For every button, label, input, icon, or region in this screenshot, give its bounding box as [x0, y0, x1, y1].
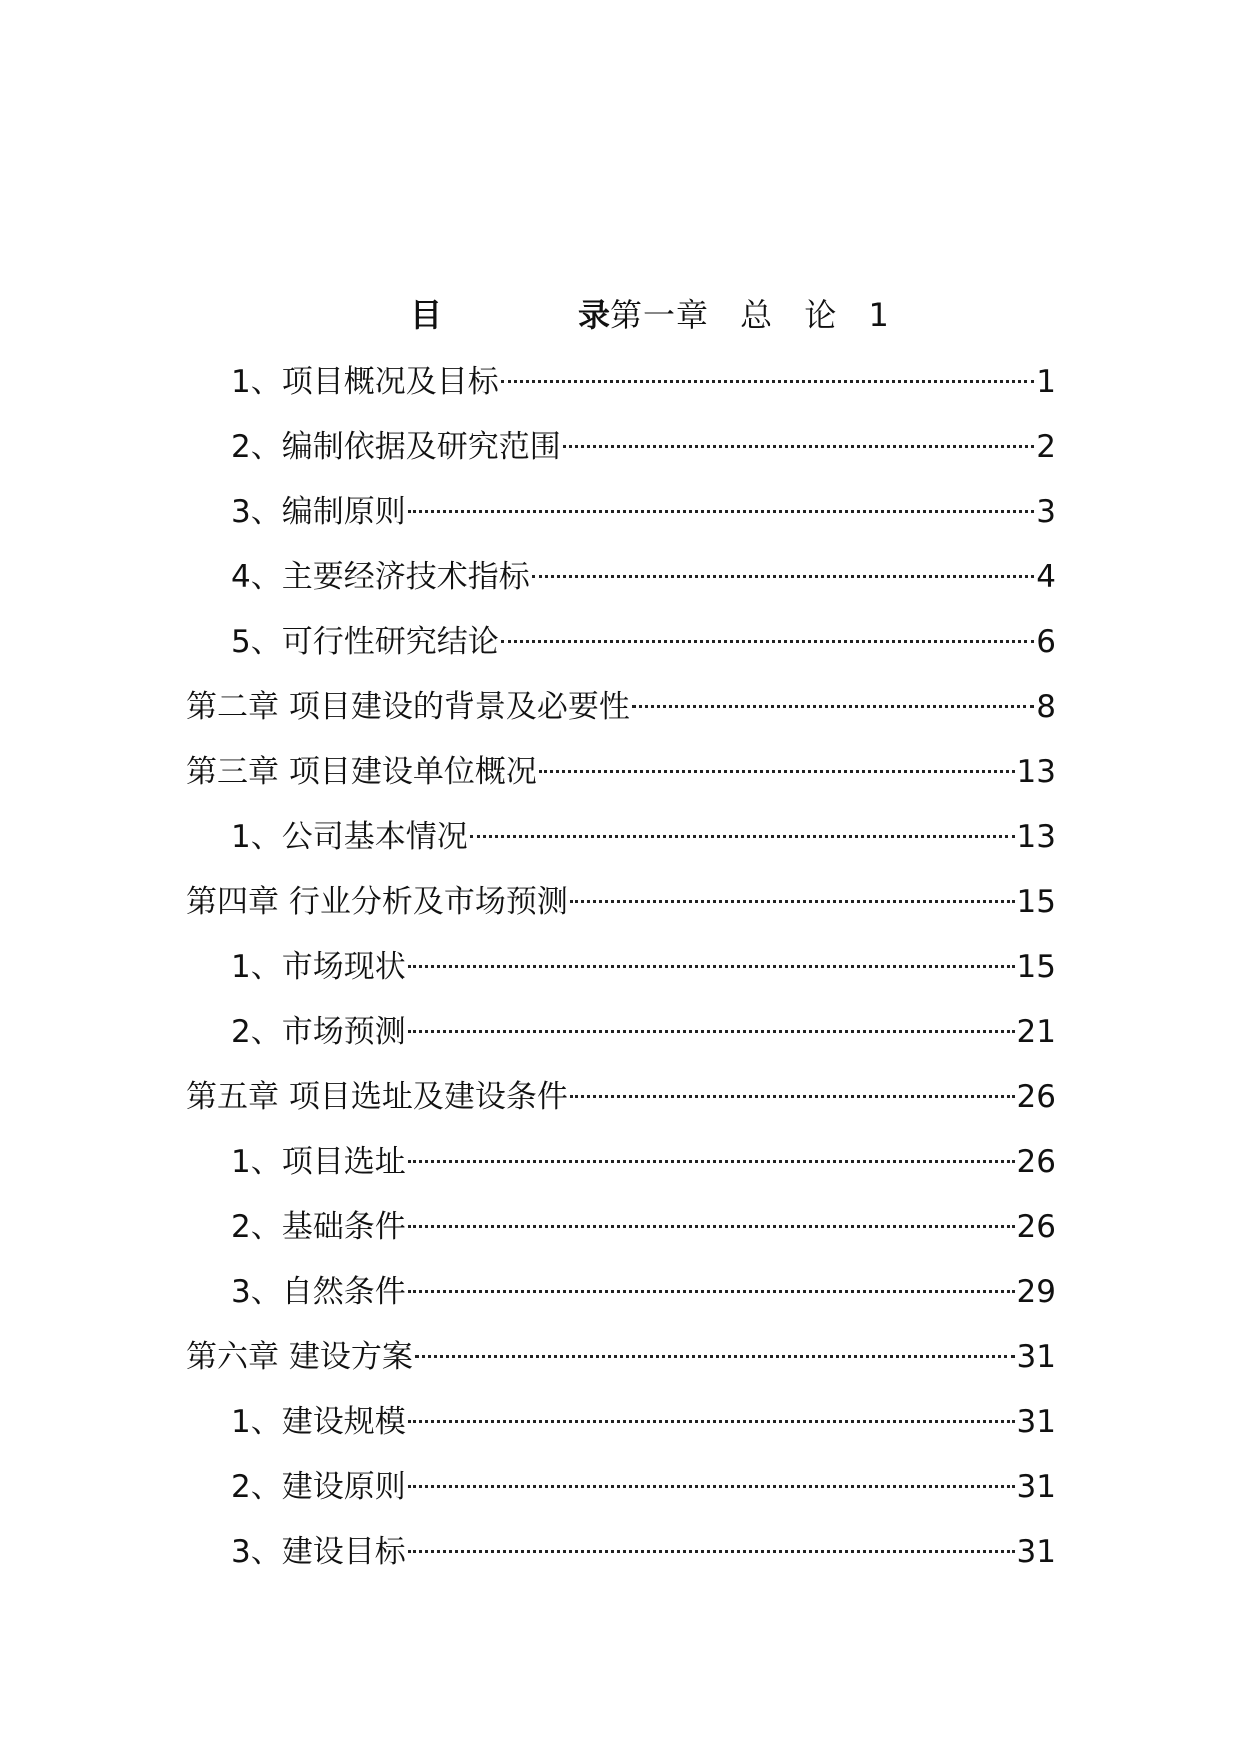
toc-entry-page-number: 21 [1016, 1014, 1056, 1050]
toc-entry-page-number: 31 [1016, 1339, 1056, 1375]
toc-entry[interactable] [186, 1520, 1056, 1585]
toc-entry-page-number: 13 [1016, 754, 1056, 790]
toc-dot-leader [539, 770, 1015, 773]
toc-dot-leader [570, 1095, 1015, 1098]
toc-dot-leader [570, 900, 1015, 903]
toc-dot-leader [470, 835, 1015, 838]
toc-entry[interactable] [186, 545, 1056, 610]
toc-entry-page-number: 1 [1036, 364, 1056, 400]
toc-entry-label: 1、建设规模 [231, 1404, 406, 1440]
toc-entry[interactable] [186, 1260, 1056, 1325]
toc-entry-page-number: 8 [1036, 689, 1056, 725]
toc-entry-page-number: 15 [1016, 884, 1056, 920]
toc-entry-page-number: 13 [1016, 819, 1056, 855]
toc-dot-leader [501, 640, 1035, 643]
toc-entry-page-number: 6 [1036, 624, 1056, 660]
toc-entry-label: 1、公司基本情况 [231, 819, 468, 855]
toc-entry-label: 2、市场预测 [231, 1014, 406, 1050]
toc-entry[interactable] [186, 675, 1056, 740]
toc-entry[interactable] [186, 1000, 1056, 1065]
toc-entry-label: 1、市场现状 [231, 949, 406, 985]
toc-entry-label: 2、建设原则 [231, 1469, 406, 1505]
toc-entry[interactable] [186, 1455, 1056, 1520]
toc-dot-leader [408, 1290, 1015, 1293]
toc-entry-label: 3、自然条件 [231, 1274, 406, 1310]
toc-entry-label: 1、项目概况及目标 [231, 364, 499, 400]
toc-entry-label: 第五章 项目选址及建设条件 [186, 1079, 568, 1115]
toc-entry[interactable] [186, 1130, 1056, 1195]
toc-entry[interactable] [186, 1065, 1056, 1130]
toc-entry[interactable] [186, 1325, 1056, 1390]
toc-entry[interactable] [186, 480, 1056, 545]
toc-entry-page-number: 2 [1036, 429, 1056, 465]
toc-entry[interactable] [186, 1195, 1056, 1260]
toc-entry-label: 第二章 项目建设的背景及必要性 [186, 689, 630, 725]
toc-entry-page-number: 26 [1016, 1079, 1056, 1115]
toc-entry-label: 第六章 建设方案 [186, 1339, 413, 1375]
toc-entry-page-number: 3 [1036, 494, 1056, 530]
toc-entry[interactable] [186, 805, 1056, 870]
toc-entry-label: 2、编制依据及研究范围 [231, 429, 561, 465]
toc-entry-label: 2、基础条件 [231, 1209, 406, 1245]
toc-dot-leader [408, 1485, 1015, 1488]
toc-entry[interactable] [186, 935, 1056, 1000]
toc-dot-leader [532, 575, 1035, 578]
toc-title-char-1: 目 [410, 296, 443, 334]
toc-title [186, 290, 1056, 340]
toc-entry[interactable] [186, 740, 1056, 805]
toc-entry-page-number: 31 [1016, 1534, 1056, 1570]
toc-entry[interactable] [186, 415, 1056, 480]
toc-entry-label: 1、项目选址 [231, 1144, 406, 1180]
toc-entry[interactable] [186, 1390, 1056, 1455]
toc-entry-label: 3、编制原则 [231, 494, 406, 530]
toc-dot-leader [563, 445, 1035, 448]
toc-entry-page-number: 31 [1016, 1404, 1056, 1440]
toc-entry[interactable] [186, 350, 1056, 415]
toc-entry-page-number: 29 [1016, 1274, 1056, 1310]
toc-entry-page-number: 31 [1016, 1469, 1056, 1505]
toc-entry-page-number: 15 [1016, 949, 1056, 985]
toc-entry-label: 3、建设目标 [231, 1534, 406, 1570]
toc-dot-leader [408, 1030, 1015, 1033]
toc-entry-label: 5、可行性研究结论 [231, 624, 499, 660]
toc-entry[interactable] [186, 610, 1056, 675]
toc-entry-page-number: 4 [1036, 559, 1056, 595]
toc-entry[interactable] [186, 870, 1056, 935]
toc-title-char-2: 录 [578, 296, 611, 334]
toc-dot-leader [408, 965, 1015, 968]
toc-entry-label: 4、主要经济技术指标 [231, 559, 530, 595]
toc-entry-label: 第三章 项目建设单位概况 [186, 754, 537, 790]
toc-dot-leader [408, 1550, 1015, 1553]
toc-dot-leader [415, 1355, 1015, 1358]
toc-dot-leader [632, 705, 1034, 708]
toc-list [186, 350, 1056, 1585]
toc-dot-leader [408, 1225, 1015, 1228]
toc-entry-page-number: 26 [1016, 1144, 1056, 1180]
toc-dot-leader [408, 1160, 1015, 1163]
toc-entry-label: 第四章 行业分析及市场预测 [186, 884, 568, 920]
toc-entry-page-number: 26 [1016, 1209, 1056, 1245]
toc-dot-leader [501, 380, 1035, 383]
toc-dot-leader [408, 1420, 1015, 1423]
toc-dot-leader [408, 510, 1035, 513]
toc-entry-chapter-1: 第一章 总 论 1 [610, 296, 890, 334]
